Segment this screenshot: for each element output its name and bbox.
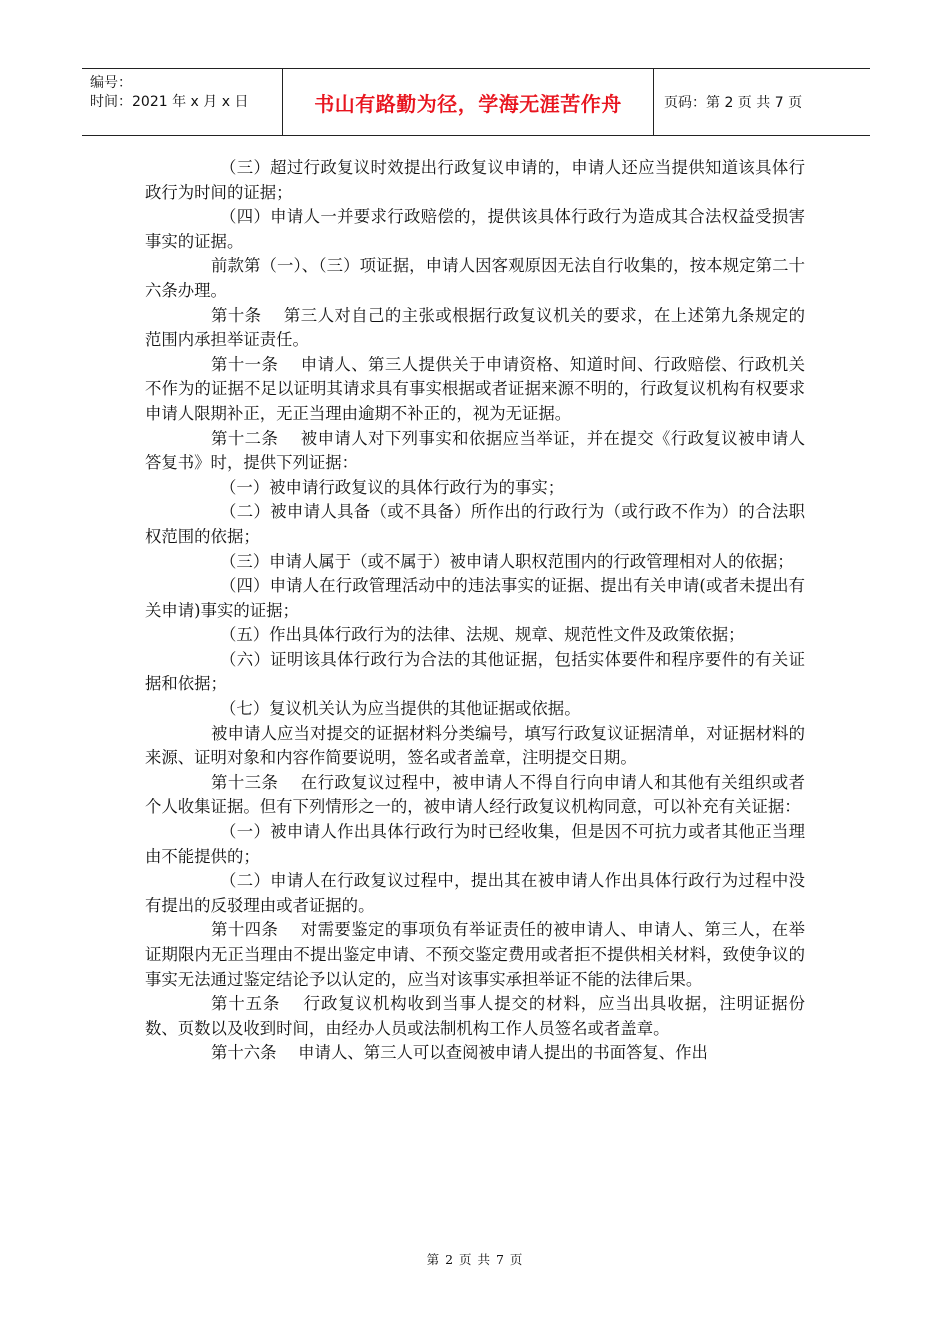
list-item-paragraph: （四）申请人一并要求行政赔偿的，提供该具体行政行为造成其合法权益受损害事实的证据。 [145, 207, 805, 251]
page-footer: 第 2 页 共 7 页 [426, 1252, 524, 1267]
article-paragraph: 第十六条 申请人、第三人可以查阅被申请人提出的书面答复、作出 [211, 1043, 708, 1063]
article-paragraph: 前款第（一）、（三）项证据，申请人因客观原因无法自行收集的，按本规定第二十六条办理。 [145, 256, 805, 300]
header-page-info: 页码：第 2 页 共 7 页 [664, 95, 803, 111]
document-date-label: 时间：2021 年 x 月 x 日 [90, 94, 249, 110]
header-page-cell [654, 69, 870, 135]
page-header [82, 68, 870, 136]
article-paragraph: 第十条 第三人对自己的主张或根据行政复议机关的要求，在上述第九条规定的范围内承担举证责任。 [145, 305, 805, 350]
header-meta-cell [82, 69, 283, 135]
list-item-paragraph: （二）被申请人具备（或不具备）所作出的行政行为（或行政不作为）的合法职权范围的依据； [145, 502, 805, 546]
list-item-paragraph: （四）申请人在行政管理活动中的违法事实的证据、提出有关申请(或者未提出有关申请)事实的证据； [145, 576, 805, 620]
article-paragraph: 第十三条 在行政复议过程中，被申请人不得自行向申请人和其他有关组织或者个人收集证据。但有下列情形之一的，被申请人经行政复议机构同意，可以补充有关证据： [145, 772, 805, 817]
list-item-paragraph: （六）证明该具体行政行为合法的其他证据，包括实体要件和程序要件的有关证据和依据； [145, 649, 805, 694]
article-paragraph: 第十五条 行政复议机构收到当事人提交的材料，应当出具收据，注明证据份数、页数以及收到时间，由经办人员或法制机构工作人员签名或者盖章。 [145, 994, 805, 1038]
list-item-paragraph: （一）被申请行政复议的具体行政行为的事实； [220, 477, 565, 497]
header-motto: 书山有路勤为径，学海无涯苦作舟 [314, 91, 622, 116]
document-number-label: 编号： [90, 75, 132, 91]
list-item-paragraph: （五）作出具体行政行为的法律、法规、规章、规范性文件及政策依据； [220, 625, 745, 645]
header-motto-cell [283, 69, 654, 135]
list-item-paragraph: （一）被申请人作出具体行政行为时已经收集，但是因不可抗力或者其他正当理由不能提供的； [145, 822, 805, 866]
list-item-paragraph: （二）申请人在行政复议过程中，提出其在被申请人作出具体行政行为过程中没有提出的反驳理由或者证据的。 [145, 871, 805, 915]
article-paragraph: 第十一条 申请人、第三人提供关于申请资格、知道时间、行政赔偿、行政机关不作为的证据不足以证明其请求具有事实根据或者证据来源不明的，行政复议机构有权要求申请人限期补正，无正当理由逾期不补正的，视为无证据。 [145, 354, 805, 423]
article-paragraph: 第十二条 被申请人对下列事实和依据应当举证，并在提交《行政复议被申请人答复书》时，提供下列证据： [145, 428, 805, 473]
list-item-paragraph: （七）复议机关认为应当提供的其他证据或依据。 [220, 699, 581, 719]
list-item-paragraph: （三）申请人属于（或不属于）被申请人职权范围内的行政管理相对人的依据； [220, 551, 794, 571]
document-body [145, 156, 805, 1066]
list-item-paragraph: （三）超过行政复议时效提出行政复议申请的，申请人还应当提供知道该具体行政行为时间的证据； [145, 158, 805, 202]
article-paragraph: 被申请人应当对提交的证据材料分类编号，填写行政复议证据清单，对证据材料的来源、证明对象和内容作简要说明，签名或者盖章，注明提交日期。 [145, 723, 805, 768]
article-paragraph: 第十四条 对需要鉴定的事项负有举证责任的被申请人、申请人、第三人，在举证期限内无正当理由不提出鉴定申请、不预交鉴定费用或者拒不提供相关材料，致使争议的事实无法通过鉴定结论予以认定的，应当对该事实承担举证不能的法律后果。 [145, 920, 805, 989]
